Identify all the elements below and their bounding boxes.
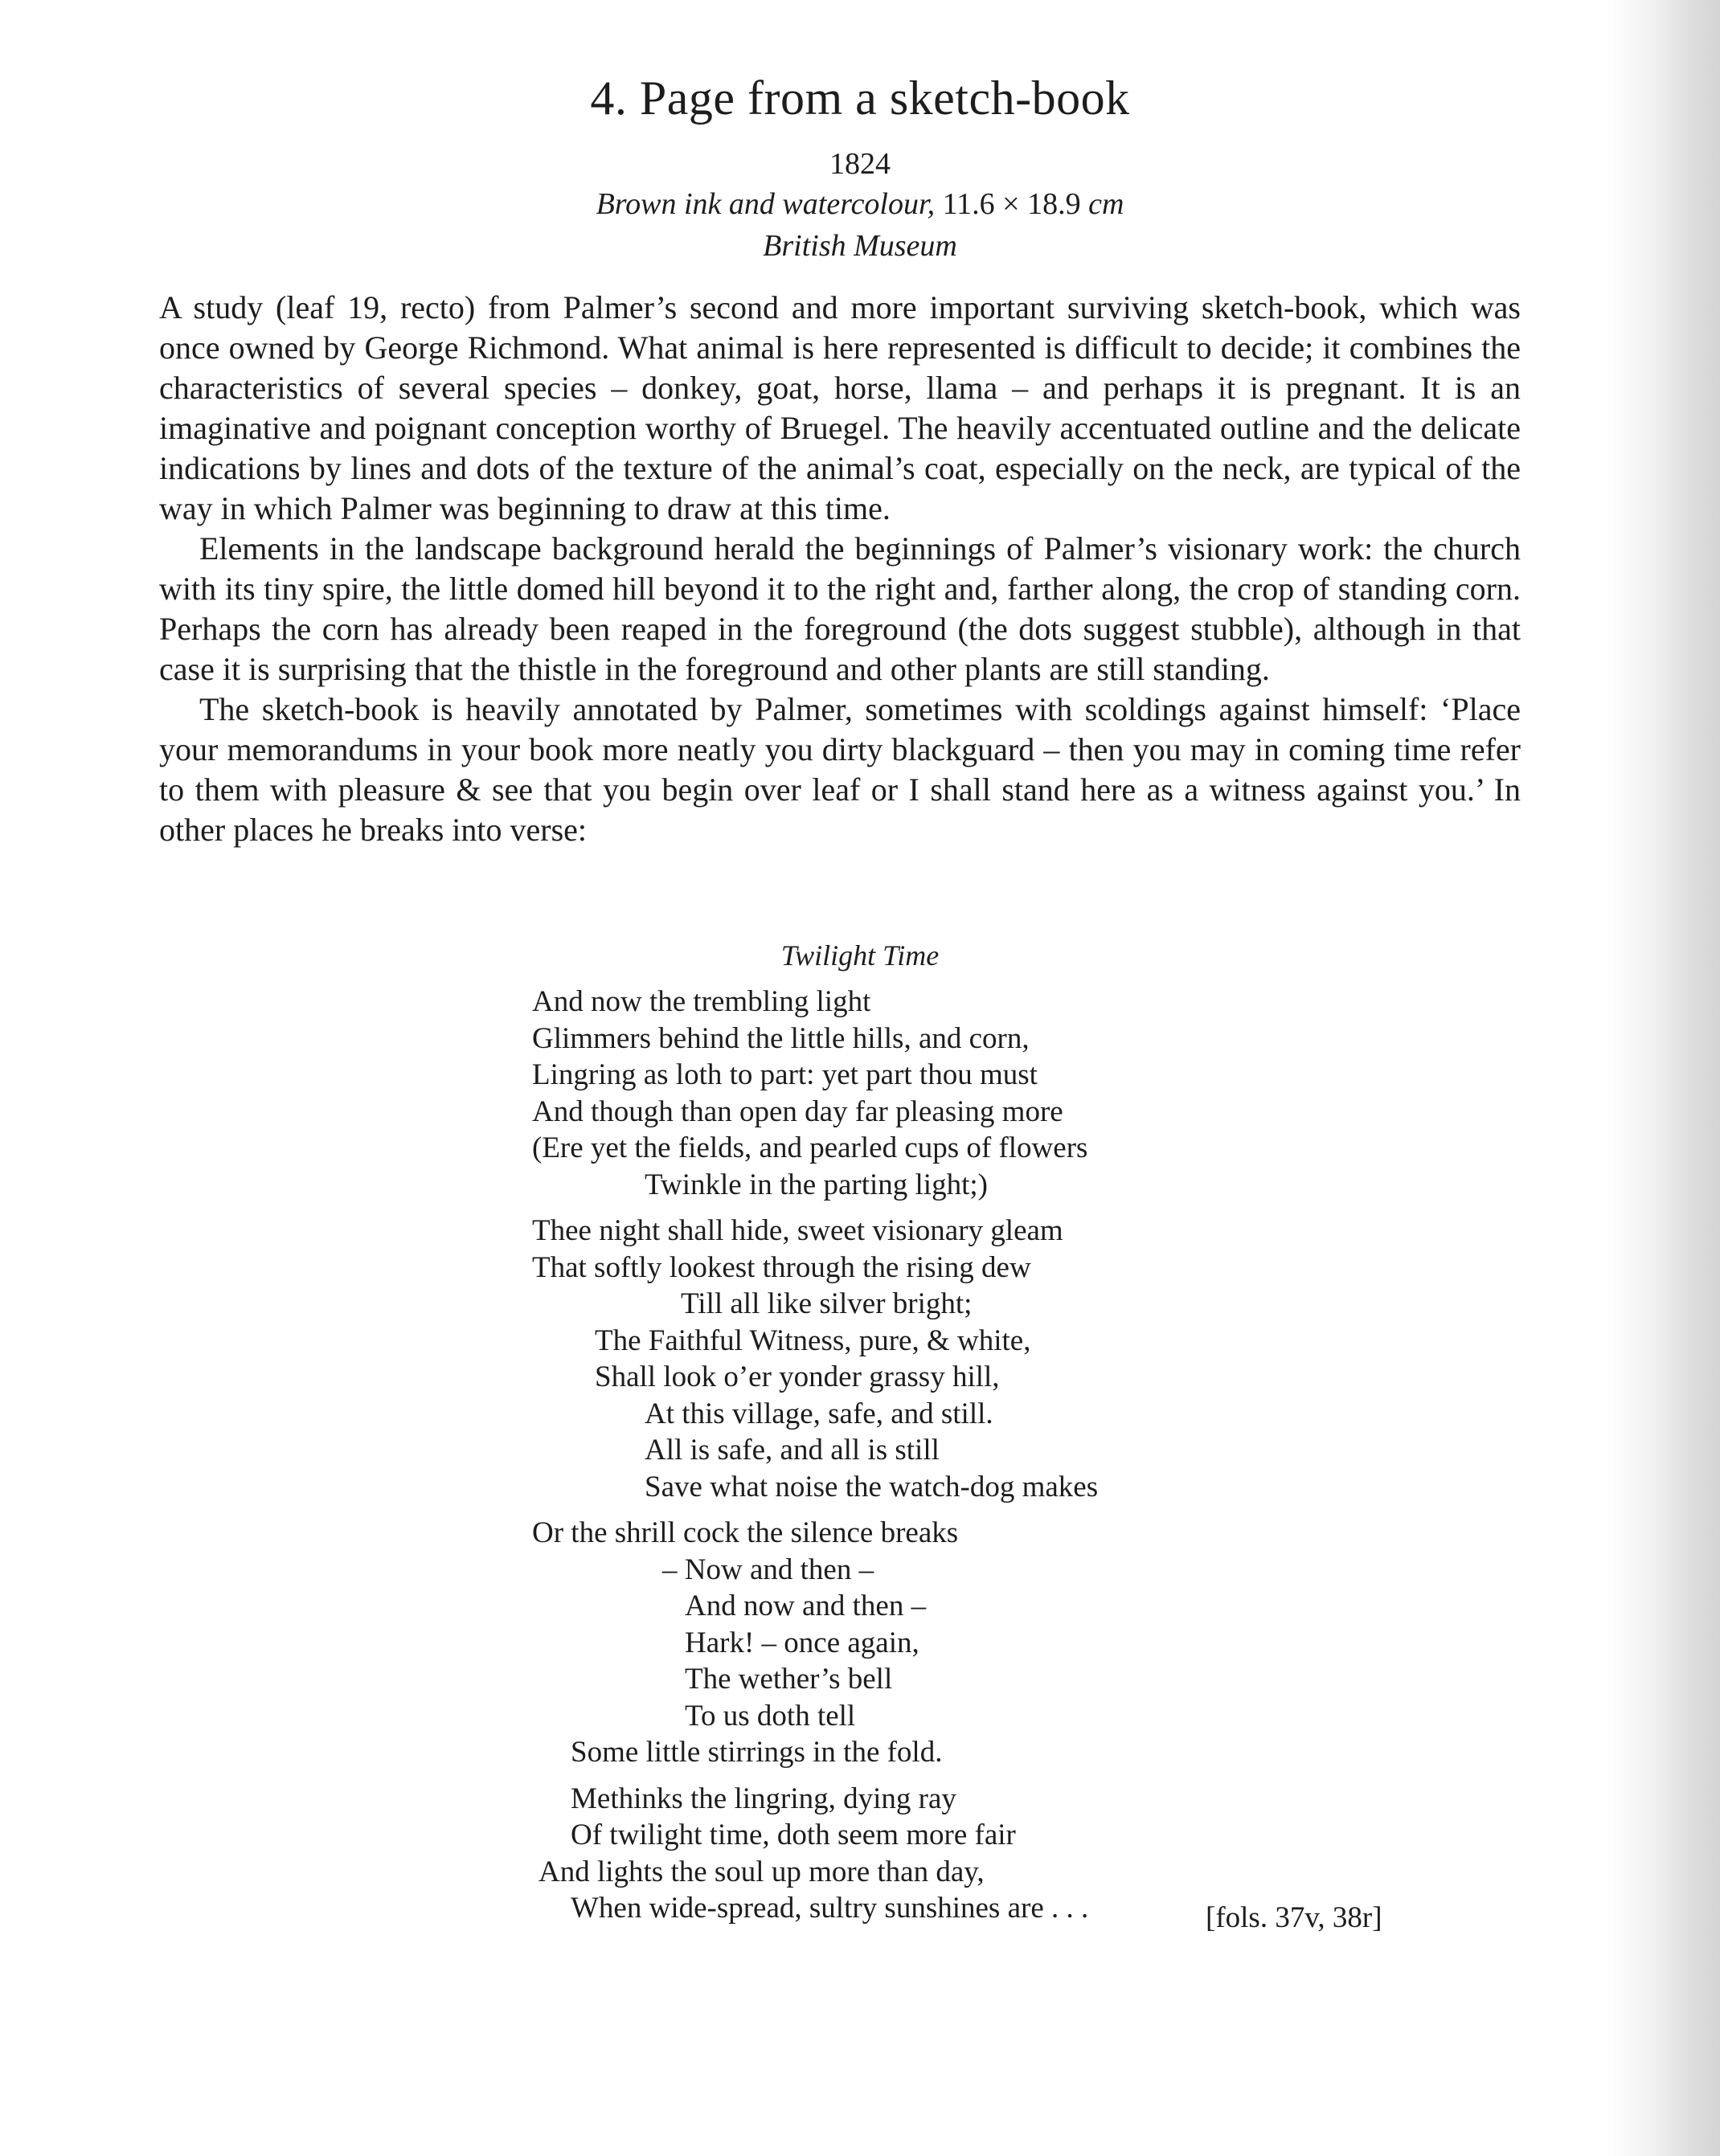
poem-line: Glimmers behind the little hills, and corn,: [532, 1021, 1030, 1055]
poem-line: Twinkle in the parting light;): [645, 1168, 988, 1201]
poem-line: Lingring as loth to part: yet part thou must: [532, 1058, 1038, 1091]
artwork-medium: [0, 186, 1720, 222]
paragraph-2: Elements in the landscape background herald the beginnings of Palmer’s visionary work: the church with its tiny spire, the little domed hill beyond it to the right and, farther along, the crop of standing corn. Perhaps the corn has already been reaped in the foreground (the dots suggest stubble), although in that case it is surprising that the thistle in the foreground and other plants are still standing.: [159, 530, 1521, 687]
poem-line: Till all like silver bright;: [681, 1287, 973, 1320]
poem-line: Hark! – once again,: [685, 1626, 919, 1659]
poem-line: And though than open day far pleasing more: [532, 1094, 1063, 1128]
poem-line: And now and then –: [685, 1589, 927, 1622]
unit-text: cm: [1088, 187, 1124, 221]
poem-line: Thee night shall hide, sweet visionary gleam: [532, 1214, 1063, 1247]
poem-line: Save what noise the watch-dog makes: [645, 1470, 1099, 1503]
stanza-3: [532, 1515, 1577, 1771]
poem-line: All is safe, and all is still: [645, 1434, 940, 1467]
stanza-1: [532, 984, 1577, 1203]
page-edge-shadow: [1607, 0, 1720, 2156]
poem-line: And now the trembling light: [532, 985, 871, 1018]
folio-reference: [fols. 37v, 38r]: [1206, 1901, 1382, 1934]
stanza-4: [532, 1781, 1577, 1927]
poem: [532, 984, 1577, 1937]
paragraph-1: A study (leaf 19, recto) from Palmer’s second and more important surviving sketch-book, which was once owned by George Richmond. What animal is here represented is difficult to decide; it combines the characteristics of several species – donkey, goat, horse, llama – and perhaps it is pregnant. It is an imaginative and poignant conception worthy of Bruegel. The heavily accentuated outline and the delicate indications by lines and dots of the texture of the animal’s coat, especially on the neck, are typical of the way in which Palmer was beginning to draw at this time.: [159, 289, 1521, 526]
catalogue-body: [159, 288, 1521, 850]
poem-line: Shall look o’er yonder grassy hill,: [595, 1360, 1000, 1393]
poem-line: To us doth tell: [685, 1699, 856, 1733]
paragraph-3: The sketch-book is heavily annotated by Palmer, sometimes with scoldings against himself: ‘Place your memorandums in your book more neatly you dirty blackguard – then you may in coming time refer to them with pleasure & see that you begin over leaf or I shall stand here as a witness against you.’ In other places he breaks into verse:: [159, 691, 1521, 848]
poem-line: When wide-spread, sultry sunshines are . . .: [571, 1892, 1089, 1925]
poem-line: Of twilight time, doth seem more fair: [571, 1818, 1016, 1851]
dimensions-text: 11.6 × 18.9: [935, 187, 1089, 221]
collection-name: British Museum: [763, 229, 957, 263]
poem-line: That softly lookest through the rising dew: [532, 1250, 1031, 1284]
poem-line: At this village, safe, and still.: [645, 1397, 993, 1430]
poem-line: Some little stirrings in the fold.: [571, 1736, 943, 1769]
poem-line: The wether’s bell: [685, 1663, 893, 1696]
poem-line: Methinks the lingring, dying ray: [571, 1782, 956, 1815]
artwork-year: 1824: [829, 147, 891, 181]
medium-text: Brown ink and watercolour,: [596, 187, 936, 221]
poem-title: Twilight Time: [780, 939, 940, 972]
poem-line: The Faithful Witness, pure, & white,: [595, 1323, 1031, 1357]
poem-line: Or the shrill cock the silence breaks: [532, 1516, 959, 1549]
page-title: 4. Page from a sketch-book: [590, 72, 1130, 125]
stanza-2: [532, 1213, 1577, 1505]
poem-line: And lights the soul up more than day,: [539, 1855, 985, 1888]
poem-line: – Now and then –: [662, 1553, 874, 1586]
poem-line: (Ere yet the fields, and pearled cups of flowers: [532, 1131, 1088, 1164]
